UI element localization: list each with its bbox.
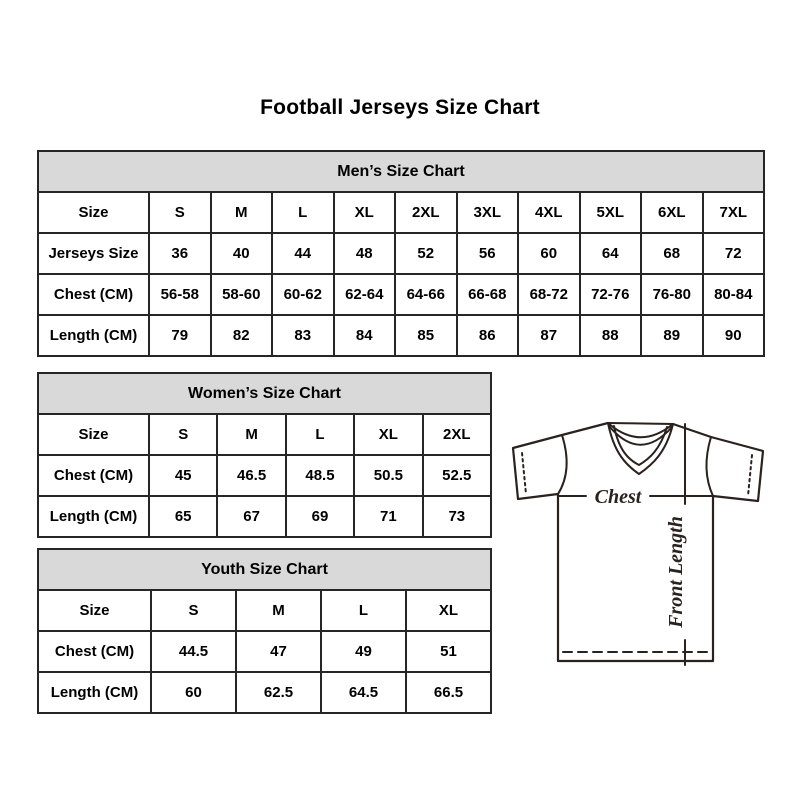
value-cell: 82 <box>211 315 273 356</box>
value-cell: 56-58 <box>149 274 211 315</box>
value-cell: S <box>149 192 211 233</box>
value-cell: 44.5 <box>151 631 236 672</box>
column-header-row <box>38 590 491 631</box>
value-cell: 2XL <box>395 192 457 233</box>
value-cell: 88 <box>580 315 642 356</box>
value-cell: 87 <box>518 315 580 356</box>
value-cell: 72 <box>703 233 765 274</box>
value-cell: 6XL <box>641 192 703 233</box>
data-row <box>38 233 764 274</box>
value-cell: 84 <box>334 315 396 356</box>
value-cell: 48.5 <box>286 455 354 496</box>
womens-size-chart-table <box>37 372 492 538</box>
value-cell: S <box>149 414 217 455</box>
data-row <box>38 672 491 713</box>
row-label-cell: Jerseys Size <box>38 233 149 274</box>
page-title: Football Jerseys Size Chart <box>260 96 540 119</box>
value-cell: 80-84 <box>703 274 765 315</box>
value-cell: L <box>272 192 334 233</box>
chest-label: Chest <box>594 486 642 508</box>
value-cell: 69 <box>286 496 354 537</box>
value-cell: 56 <box>457 233 519 274</box>
row-label-cell: Length (CM) <box>38 672 151 713</box>
value-cell: M <box>217 414 285 455</box>
value-cell: 52 <box>395 233 457 274</box>
value-cell: 7XL <box>703 192 765 233</box>
left-armhole-seam <box>558 435 567 494</box>
value-cell: 66-68 <box>457 274 519 315</box>
value-cell: 36 <box>149 233 211 274</box>
value-cell: 62.5 <box>236 672 321 713</box>
table-title-row <box>38 549 491 590</box>
right-armhole-seam <box>706 437 713 496</box>
collar-top-line <box>608 423 673 424</box>
table-title-row <box>38 373 491 414</box>
value-cell: 60 <box>151 672 236 713</box>
value-cell: 64-66 <box>395 274 457 315</box>
value-cell: 4XL <box>518 192 580 233</box>
value-cell: 51 <box>406 631 491 672</box>
value-cell: 71 <box>354 496 422 537</box>
value-cell: 73 <box>423 496 491 537</box>
value-cell: M <box>211 192 273 233</box>
data-row <box>38 455 491 496</box>
value-cell: 40 <box>211 233 273 274</box>
value-cell: 60 <box>518 233 580 274</box>
row-label-cell: Size <box>38 192 149 233</box>
data-row <box>38 496 491 537</box>
value-cell: 46.5 <box>217 455 285 496</box>
value-cell: 76-80 <box>641 274 703 315</box>
value-cell: 90 <box>703 315 765 356</box>
table-title-row <box>38 151 764 192</box>
value-cell: 3XL <box>457 192 519 233</box>
value-cell: 89 <box>641 315 703 356</box>
value-cell: 86 <box>457 315 519 356</box>
value-cell: 2XL <box>423 414 491 455</box>
value-cell: 65 <box>149 496 217 537</box>
table-title-cell: Women’s Size Chart <box>38 373 491 414</box>
value-cell: 66.5 <box>406 672 491 713</box>
mens-size-chart-table <box>37 150 765 357</box>
value-cell: M <box>236 590 321 631</box>
value-cell: L <box>286 414 354 455</box>
value-cell: XL <box>406 590 491 631</box>
column-header-row <box>38 192 764 233</box>
row-label-cell: Length (CM) <box>38 496 149 537</box>
value-cell: 62-64 <box>334 274 396 315</box>
table-title-cell: Youth Size Chart <box>38 549 491 590</box>
left-cuff-dotted-line <box>522 453 526 494</box>
value-cell: 64.5 <box>321 672 406 713</box>
data-row <box>38 274 764 315</box>
value-cell: S <box>151 590 236 631</box>
value-cell: 85 <box>395 315 457 356</box>
row-label-cell: Length (CM) <box>38 315 149 356</box>
row-label-cell: Chest (CM) <box>38 455 149 496</box>
value-cell: 49 <box>321 631 406 672</box>
column-header-row <box>38 414 491 455</box>
value-cell: 83 <box>272 315 334 356</box>
value-cell: 72-76 <box>580 274 642 315</box>
row-label-cell: Chest (CM) <box>38 274 149 315</box>
value-cell: 68 <box>641 233 703 274</box>
value-cell: 44 <box>272 233 334 274</box>
value-cell: 64 <box>580 233 642 274</box>
row-label-cell: Size <box>38 590 151 631</box>
value-cell: XL <box>354 414 422 455</box>
table-title-cell: Men’s Size Chart <box>38 151 764 192</box>
data-row <box>38 315 764 356</box>
value-cell: XL <box>334 192 396 233</box>
value-cell: 50.5 <box>354 455 422 496</box>
right-cuff-dotted-line <box>748 455 752 496</box>
value-cell: 52.5 <box>423 455 491 496</box>
jersey-outline <box>513 423 763 661</box>
value-cell: 48 <box>334 233 396 274</box>
row-label-cell: Chest (CM) <box>38 631 151 672</box>
row-label-cell: Size <box>38 414 149 455</box>
front-length-label: Front Length <box>665 516 687 628</box>
value-cell: 79 <box>149 315 211 356</box>
value-cell: 67 <box>217 496 285 537</box>
value-cell: 45 <box>149 455 217 496</box>
youth-size-chart-table <box>37 548 492 714</box>
value-cell: 60-62 <box>272 274 334 315</box>
value-cell: 68-72 <box>518 274 580 315</box>
jersey-measurement-diagram <box>505 407 773 669</box>
value-cell: 58-60 <box>211 274 273 315</box>
value-cell: 47 <box>236 631 321 672</box>
value-cell: L <box>321 590 406 631</box>
data-row <box>38 631 491 672</box>
value-cell: 5XL <box>580 192 642 233</box>
